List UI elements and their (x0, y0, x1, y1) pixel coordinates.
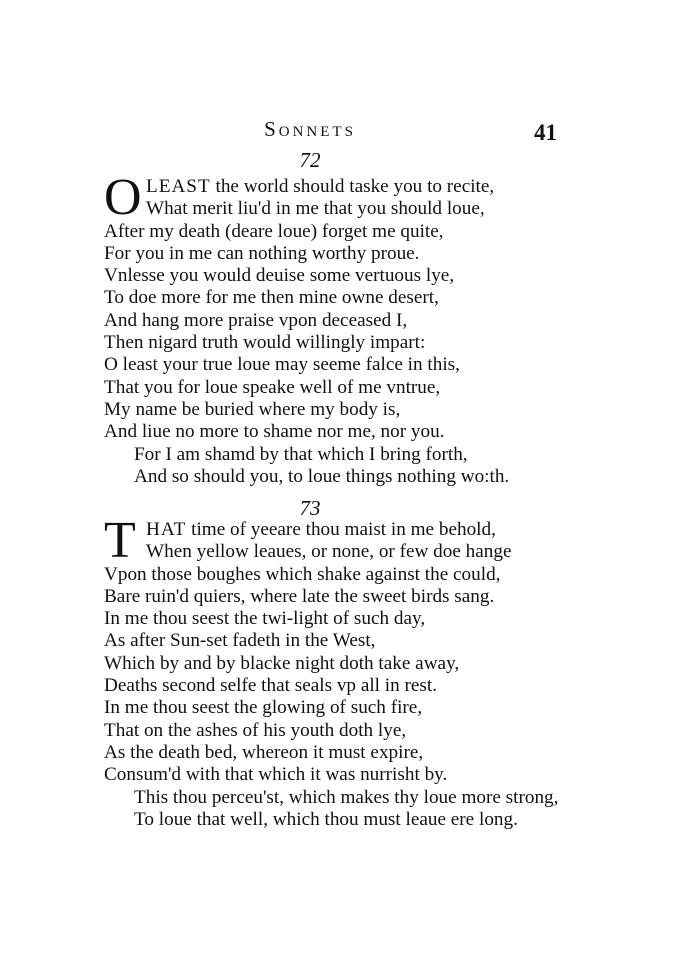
couplet-line: For I am shamd by that which I bring forth, (134, 443, 468, 465)
page-number: 41 (534, 120, 557, 145)
sonnet-line: In me thou seest the twi-light of such day, (104, 608, 426, 630)
sonnet-line: After my death (deare loue) forget me quite, (104, 220, 444, 242)
couplet-line: And so should you, to loue things nothing wo:th. (134, 465, 510, 487)
sonnet-line: To doe more for me then mine owne desert, (104, 287, 439, 309)
sonnet-line: And liue no more to shame nor me, nor you. (104, 421, 445, 443)
sonnet-line: As after Sun-set fadeth in the West, (104, 630, 376, 652)
sonnet-73 (104, 512, 574, 831)
sonnet-line: Consum'd with that which it was nurrisht by. (104, 764, 448, 786)
sonnet-line: In me thou seest the glowing of such fire, (104, 697, 423, 719)
sonnet-line: O least your true loue may seeme falce in this, (104, 354, 460, 376)
sonnet-line (104, 519, 574, 541)
sonnet-number: 73 (299, 496, 321, 520)
sonnet-line: And hang more praise vpon deceased I, (104, 309, 408, 331)
first-line-text: the world should taske you to recite, (210, 176, 495, 197)
sonnet-line: That you for loue speake well of me vntrue, (104, 376, 441, 398)
sonnet-number: 72 (299, 148, 321, 172)
first-line-text: time of yeeare thou maist in me behold, (186, 519, 496, 540)
couplet-line: To loue that well, which thou must leaue ere long. (134, 808, 518, 830)
sonnet-line: What merit liu'd in me that you should loue, (146, 198, 485, 220)
sonnet-line: Which by and by blacke night doth take away, (104, 652, 460, 674)
sonnet-line: Bare ruin'd quiers, where late the sweet birds sang. (104, 585, 495, 607)
running-head-title: Sonnets (264, 117, 356, 141)
sonnet-line: When yellow leaues, or none, or few doe hange (146, 541, 512, 563)
drop-cap: O (104, 169, 142, 226)
sonnet-line: My name be buried where my body is, (104, 398, 401, 420)
sonnet-line (104, 176, 574, 198)
sonnet-line: Vpon those boughes which shake against the could, (104, 563, 501, 585)
sonnet-line: For you in me can nothing worthy proue. (104, 242, 420, 264)
sonnet-line: That on the ashes of his youth doth lye, (104, 719, 407, 741)
sonnet-72 (104, 169, 574, 488)
drop-cap: T (104, 512, 136, 569)
sonnet-line: Deaths second selfe that seals vp all in rest. (104, 675, 438, 697)
sonnet-line: As the death bed, whereon it must expire, (104, 741, 424, 763)
couplet-line: This thou perceu'st, which makes thy loue more strong, (134, 786, 559, 808)
first-word-caps: HAT (146, 519, 187, 540)
first-word-caps: LEAST (146, 176, 211, 197)
sonnet-line: Then nigard truth would willingly impart: (104, 332, 426, 354)
sonnet-line: Vnlesse you would deuise some vertuous lye, (104, 265, 455, 287)
